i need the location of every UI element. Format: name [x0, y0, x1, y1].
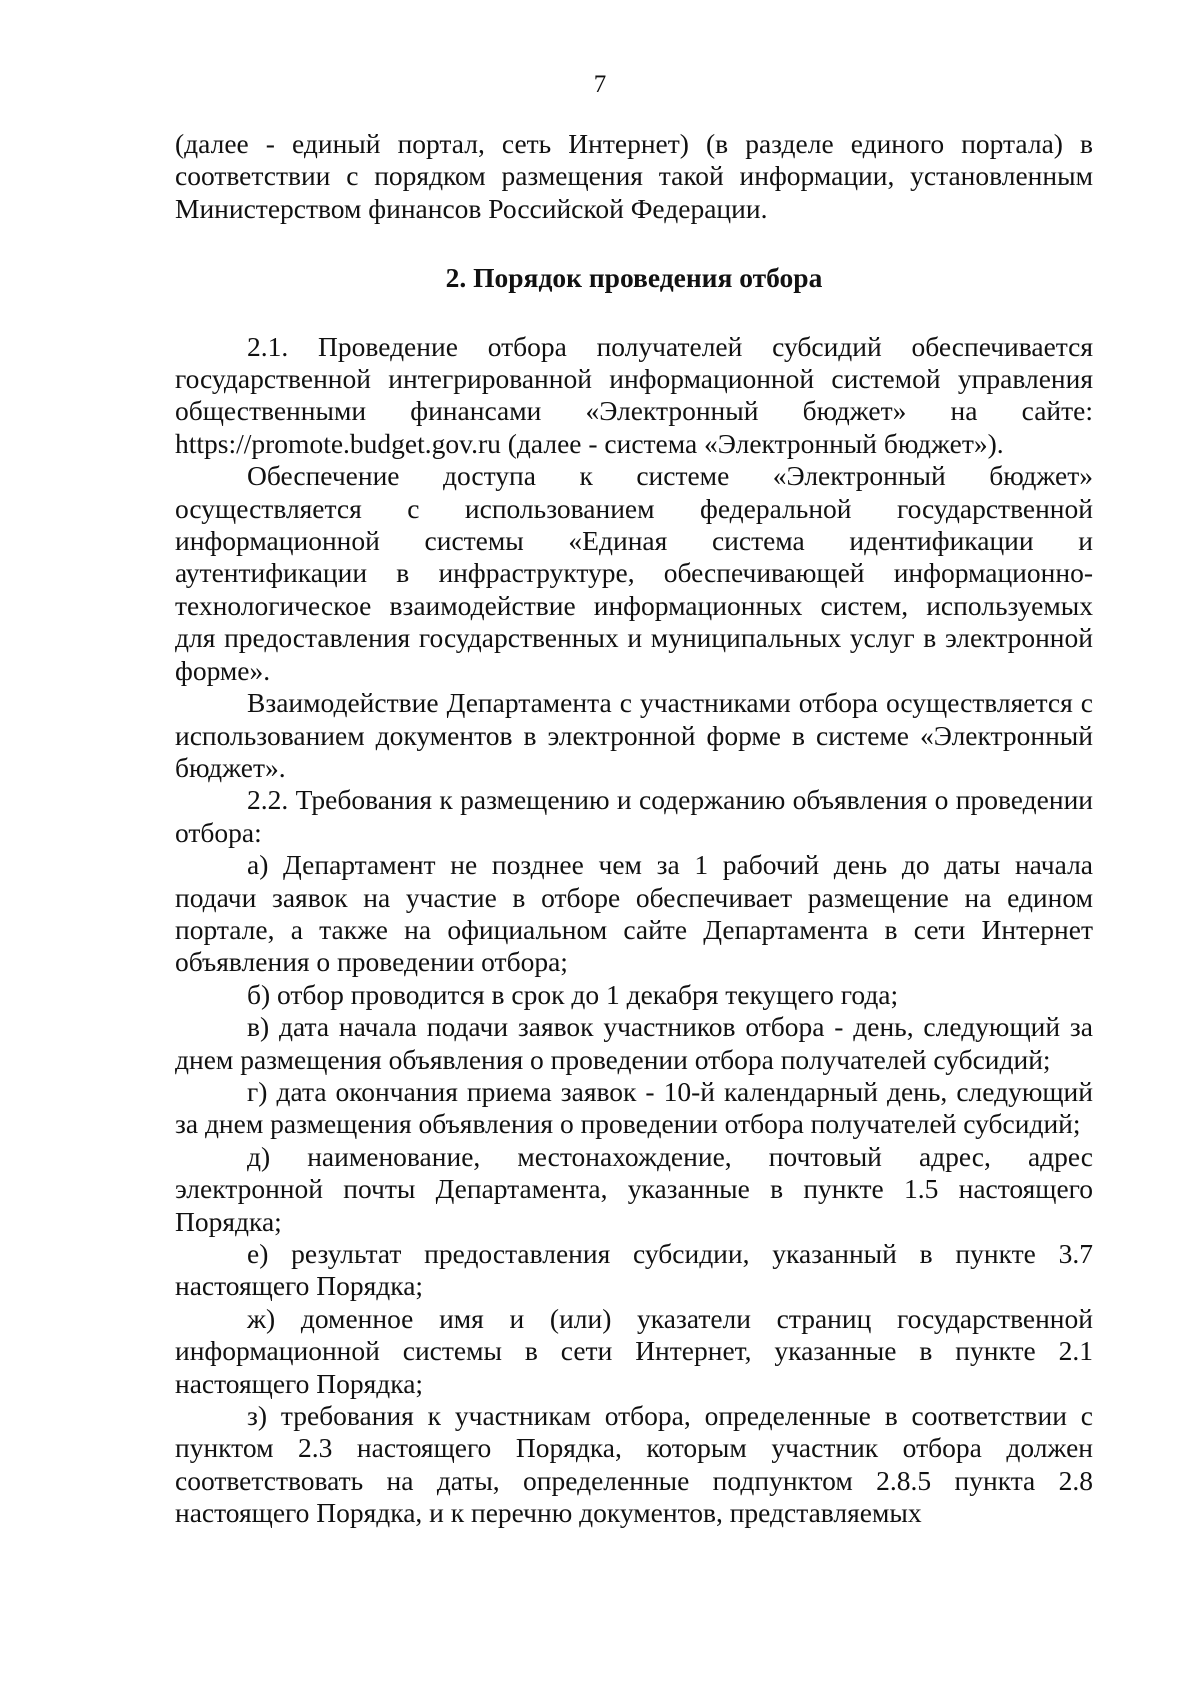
paragraph-interaction: Взаимодействие Департамента с участниками отбора осуществляется с использованием документов в электронной форме в системе «Электронный бюджет».: [175, 687, 1093, 783]
list-item-zh: ж) доменное имя и (или) указатели страниц государственной информационной системы в сети Интернет, указанные в пункте 2.1 настоящего Порядка;: [175, 1302, 1093, 1399]
page-number: 7: [593, 71, 607, 98]
list-item-z: з) требования к участникам отбора, определенные в соответствии с пунктом 2.3 настоящего Порядка, которым участник отбора должен соответствовать на даты, определенные подпунктом 2.8.5 пункта 2.8 настоящего Порядка, и к перечню документов, представляемых: [175, 1400, 1093, 1529]
list-item-v: в) дата начала подачи заявок участников отбора - день, следующий за днем размещения объявления о проведении отбора получателей субсидий;: [175, 1011, 1093, 1075]
list-item-g: г) дата окончания приема заявок - 10-й календарный день, следующий за днем размещения объявления о проведении отбора получателей субсидий;: [175, 1075, 1093, 1140]
paragraph-2-1: 2.1. Проведение отбора получателей субсидий обеспечивается государственной интегрированной информационной системой управления общественными финансами «Электронный бюджет» на сайте: https://promote.budget.gov.ru (далее - система «Электронный бюджет»).: [175, 330, 1093, 459]
list-item-a: а) Департамент не позднее чем за 1 рабочий день до даты начала подачи заявок на участие в отборе обеспечивает размещение на едином портале, а также на официальном сайте Департамента в сети Интернет объявления о проведении отбора;: [175, 849, 1093, 978]
list-item-e: е) результат предоставления субсидии, указанный в пункте 3.7 настоящего Порядка;: [175, 1238, 1093, 1302]
intro-paragraph: (далее - единый портал, сеть Интернет) (в разделе единого портала) в соответствии с порядком размещения такой информации, установленным Министерством финансов Российской Федерации.: [175, 128, 1093, 224]
list-item-b: б) отбор проводится в срок до 1 декабря текущего года;: [247, 978, 899, 1010]
list-item-d: д) наименование, местонахождение, почтовый адрес, адрес электронной почты Департамента, указанные в пункте 1.5 настоящего Порядка;: [175, 1140, 1093, 1237]
paragraph-access: Обеспечение доступа к системе «Электронный бюджет» осуществляется с использованием федеральной государственной информационной системы «Единая система идентификации и аутентификации в инфраструктуре, обеспечивающей информационно-технологическое взаимодействие информационных систем, используемых для предоставления государственных и муниципальных услуг в электронной форме».: [175, 460, 1093, 686]
paragraph-2-2: 2.2. Требования к размещению и содержанию объявления о проведении отбора:: [175, 784, 1093, 848]
document-body: [175, 128, 1093, 1530]
section-heading: 2. Порядок проведения отбора: [445, 262, 823, 294]
